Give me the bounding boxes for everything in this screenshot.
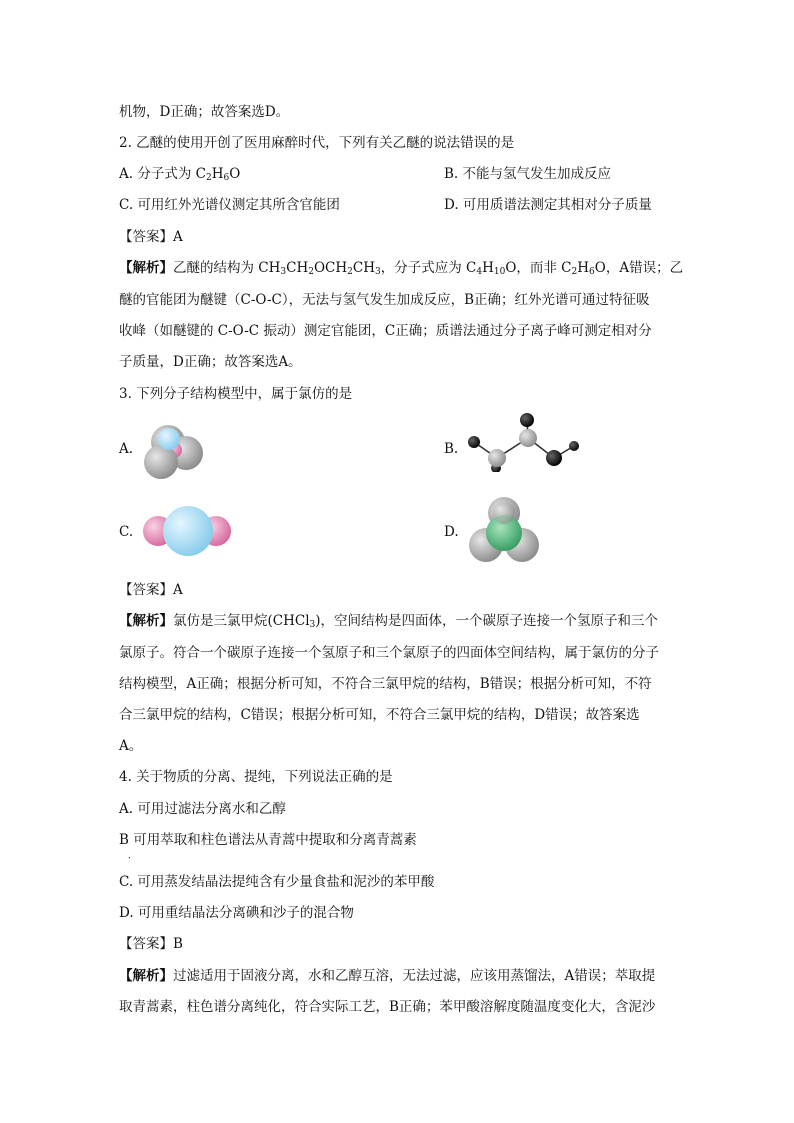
q3-analysis-line-4: 合三氯甲烷的结构，C错误；根据分析可知，不符合三氯甲烷的结构，D错误；故答案选 <box>119 707 640 723</box>
q4-option-d: D. 可用重结晶法分离碘和沙子的混合物 <box>119 905 354 921</box>
q2-option-b: B. 不能与氢气发生加成反应 <box>444 166 612 182</box>
q3-analysis-line-5: A。 <box>119 738 143 754</box>
molecule-model-b <box>460 410 590 472</box>
q3-label-b: B. <box>444 441 459 457</box>
q3-stem: 3. 下列分子结构模型中，属于氯仿的是 <box>119 386 353 402</box>
q3-answer: 【答案】A <box>119 582 183 598</box>
q2-analysis-line-2: 醚的官能团为醚键（C-O-C），无法与氢气发生加成反应，B正确；红外光谱可通过特征吸 <box>119 292 650 308</box>
q2-option-a: A. 分子式为 $C_2H_6O$ <box>119 166 241 183</box>
q3-analysis-line-1: 【解析】氯仿是三氯甲烷(CHCl$_3$)，空间结构是四面体，一个碳原子连接一个氢原子和三个 <box>119 613 659 630</box>
q3-analysis-line-2: 氯原子。符合一个碳原子连接一个氢原子和三个氯原子的四面体空间结构，属于氯仿的分子 <box>119 645 659 661</box>
continuation-line: 机物，D正确；故答案选D。 <box>119 104 290 120</box>
chloroform-model-a <box>138 418 210 482</box>
q4-option-b-dot: ． <box>128 851 138 861</box>
q3-analysis-line-3: 结构模型，A正确；根据分析可知，不符合三氯甲烷的结构，B错误；根据分析可知，不符 <box>119 676 652 692</box>
q4-analysis-line-2: 取青蒿素，柱色谱分离纯化，符合实际工艺，B正确；苯甲酸溶解度随温度变化大，含泥沙 <box>119 999 656 1015</box>
q3-label-d: D. <box>444 524 459 540</box>
q2-analysis-line-4: 子质量，D正确；故答案选A。 <box>119 354 302 370</box>
molecule-model-d <box>466 497 546 569</box>
q2-stem: 2. 乙醚的使用开创了医用麻醉时代，下列有关乙醚的说法错误的是 <box>119 135 515 151</box>
q2-analysis-line-3: 收峰（如醚键的 C-O-C 振动）测定官能团，C正确；质谱法通过分子离子峰可测定相对分 <box>119 323 652 339</box>
q3-label-a: A. <box>119 441 134 457</box>
q2-option-c: C. 可用红外光谱仪测定其所含官能团 <box>119 197 340 213</box>
q2-analysis-line-1: 【解析】乙醚的结构为 $CH_3CH_2OCH_2CH_3$，分子式应为 $C_4H_{10}O$，而非 $C_2H_6O$，A错误；乙 <box>119 260 684 277</box>
q2-option-d: D. 可用质谱法测定其相对分子质量 <box>444 197 652 213</box>
q4-option-b: B 可用萃取和柱色谱法从青蒿中提取和分离青蒿素 <box>119 832 417 848</box>
q3-label-c: C. <box>119 524 134 540</box>
molecule-model-c <box>142 505 238 557</box>
q4-stem: 4. 关于物质的分离、提纯，下列说法正确的是 <box>119 769 393 785</box>
q2-answer: 【答案】A <box>119 229 183 245</box>
q4-analysis-line-1: 【解析】过滤适用于固液分离，水和乙醇互溶，无法过滤，应该用蒸馏法，A错误；萃取提 <box>119 968 656 984</box>
q4-option-c: C. 可用蒸发结晶法提纯含有少量食盐和泥沙的苯甲酸 <box>119 874 435 890</box>
q4-answer: 【答案】B <box>119 936 183 952</box>
q4-option-a: A. 可用过滤法分离水和乙醇 <box>119 801 286 817</box>
